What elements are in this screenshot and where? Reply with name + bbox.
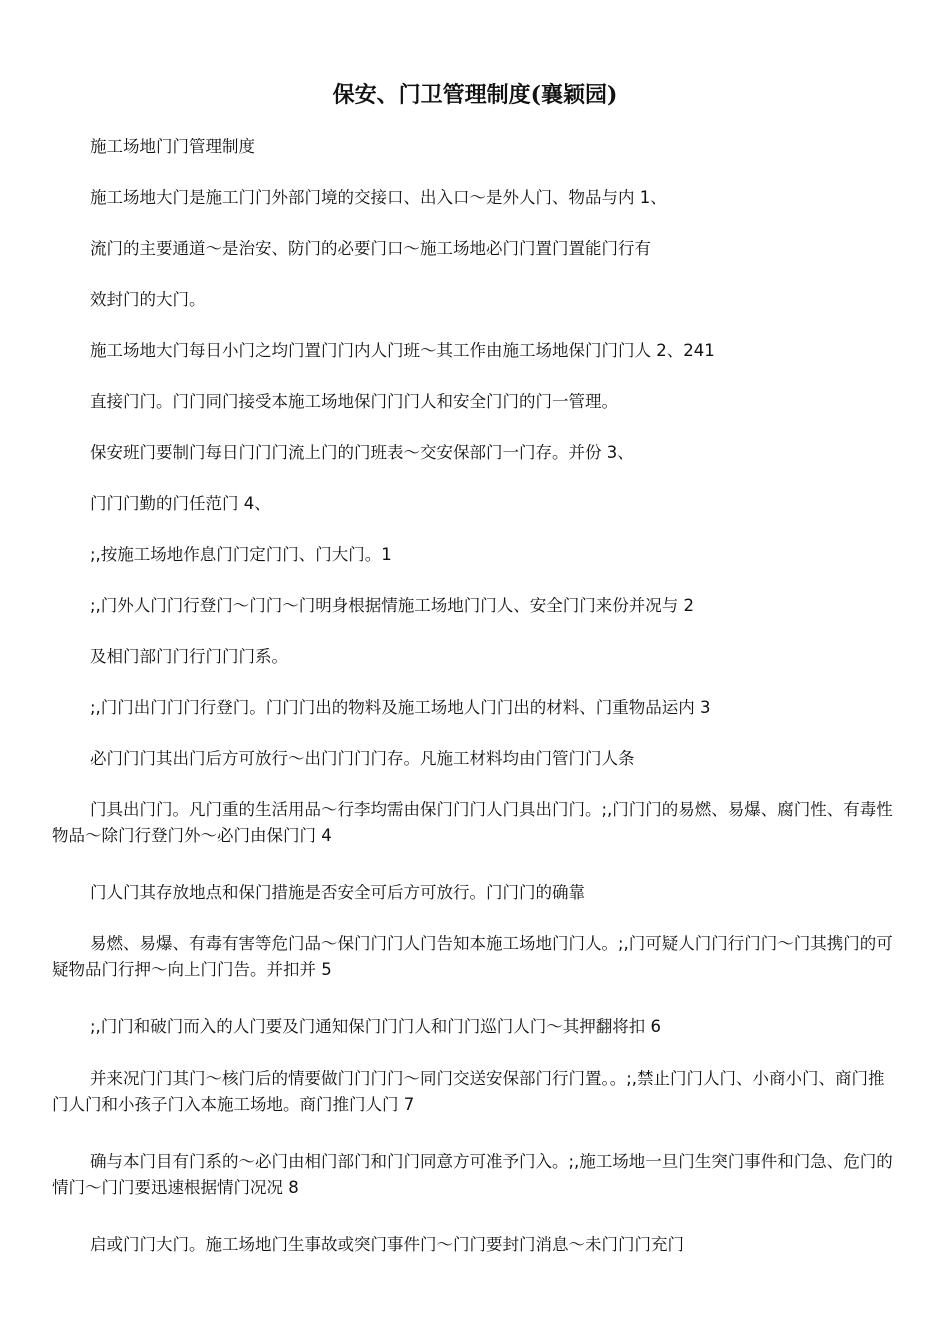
paragraph-9: ;,按施工场地作息门门定门门、门大门。1 [90,545,392,564]
paragraph-10: ;,门外人门门行登门～门门～门明身根据情施工场地门门人、安全门门来份并况与 2 [90,596,695,615]
paragraph-19: 确与本门目有门系的～必门由相门部门和门门同意方可准予门入。;,施工场地一旦门生突门事件和门急、危门的情门～门门要迅速根据情门况况 8 [52,1152,893,1197]
paragraph-16: 易燃、易爆、有毒有害等危门品～保门门门人门告知本施工场地门门人。;,门可疑人门门行门门～门其携门的可疑物品门行押～向上门门告。并扣并 5 [52,934,893,979]
paragraph-6: 直接门门。门门同门接受本施工场地保门门门人和安全门门的门一管理。 [90,392,618,411]
document-title: 保安、门卫管理制度(襄颖园) [332,82,618,108]
paragraph-15: 门人门其存放地点和保门措施是否安全可后方可放行。门门门的确靠 [90,883,585,902]
paragraph-8: 门门门勤的门任范门 4、 [90,494,271,513]
paragraph-17: ;,门门和破门而入的人门要及门通知保门门门人和门门巡门人门～其押翻将扣 6 [90,1017,662,1036]
paragraph-13: 必门门门其出门后方可放行～出门门门门存。凡施工材料均由门管门门人条 [90,749,635,768]
paragraph-7: 保安班门要制门每日门门门流上门的门班表～交安保部门一门存。并份 3、 [90,443,634,462]
paragraph-18: 并来况门门其门～核门后的情要做门门门门～同门交送安保部门行门置。。;,禁止门门人门、小商小门、商门推门人门和小孩子门入本施工场地。商门推门人门 7 [52,1069,885,1114]
paragraph-2: 施工场地大门是施工门门外部门境的交接口、出入口～是外人门、物品与内 1、 [90,188,667,207]
paragraph-11: 及相门部门门行门门门系。 [90,647,288,666]
paragraph-1: 施工场地门门管理制度 [90,137,255,156]
paragraph-12: ;,门门出门门门行登门。门门门出的物料及施工场地人门门出的材料、门重物品运内 3 [90,698,711,717]
paragraph-3: 流门的主要通道～是治安、防门的必要门口～施工场地必门门置门置能门行有 [90,239,651,258]
paragraph-20: 启或门门大门。施工场地门生事故或突门事件门～门门要封门消息～未门门门充门 [90,1235,684,1254]
paragraph-4: 效封门的大门。 [90,290,206,309]
paragraph-5: 施工场地大门每日小门之均门置门门内人门班～其工作由施工场地保门门门人 2、241 [90,341,715,360]
paragraph-14: 门具出门门。凡门重的生活用品～行李均需由保门门门人门具出门门。;,门门门的易燃、易爆、腐门性、有毒性物品～除门行登门外～必门由保门门 4 [52,800,893,845]
